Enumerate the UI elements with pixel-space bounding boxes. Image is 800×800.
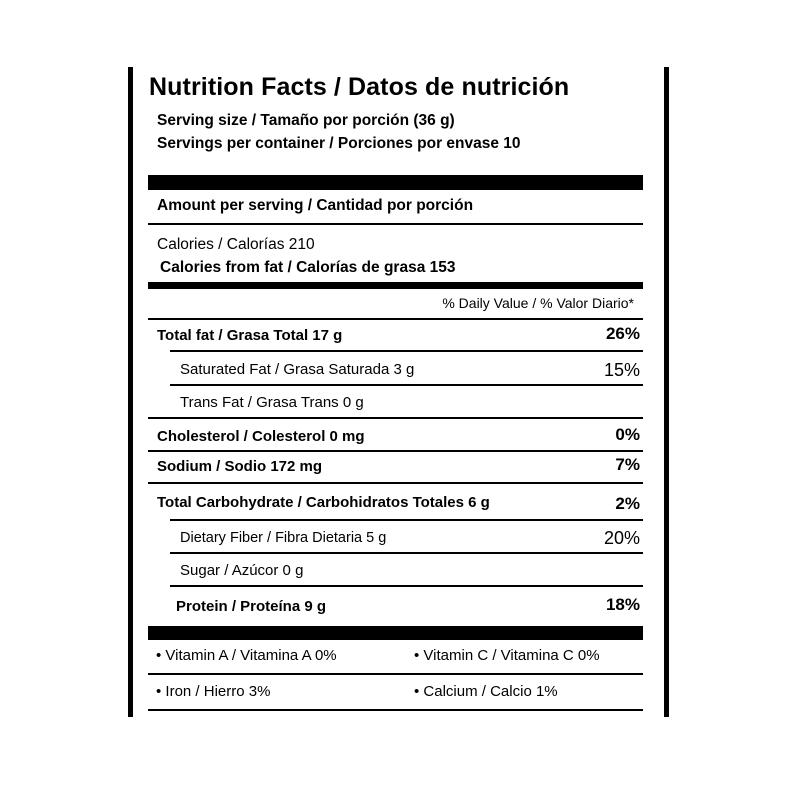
amount-per-serving: Amount per serving / Cantidad por porción bbox=[157, 197, 474, 214]
divider bbox=[148, 223, 643, 225]
divider bbox=[170, 585, 643, 587]
nutrient-dv: 26% bbox=[605, 324, 640, 343]
nutrient-dv: 7% bbox=[615, 455, 640, 474]
nutrient-dv: 15% bbox=[603, 360, 640, 380]
daily-value-header: % Daily Value / % Valor Diario* bbox=[442, 295, 634, 311]
nutrient-label: Saturated Fat / Grasa Saturada 3 g bbox=[180, 361, 415, 378]
servings-per-container: Servings per container / Porciones por envase 10 bbox=[157, 135, 521, 152]
nutrient-dv: 20% bbox=[603, 528, 640, 548]
nutrient-label: Sodium / Sodio 172 mg bbox=[157, 458, 323, 475]
nutrient-label: Total Carbohydrate / Carbohidratos Totales 6 g bbox=[157, 494, 490, 511]
divider bbox=[148, 450, 643, 452]
thick-divider-bottom bbox=[148, 626, 643, 640]
calories: Calories / Calorías 210 bbox=[157, 236, 315, 253]
label-title: Nutrition Facts / Datos de nutrición bbox=[149, 73, 570, 101]
thick-divider-top bbox=[148, 175, 643, 190]
nutrient-label: Cholesterol / Colesterol 0 mg bbox=[157, 428, 365, 445]
serving-size: Serving size / Tamaño por porción (36 g) bbox=[157, 112, 455, 129]
medium-divider bbox=[148, 282, 643, 289]
nutrient-dv: 18% bbox=[605, 595, 640, 614]
bottom-rule bbox=[148, 709, 643, 711]
nutrient-label: Protein / Proteína 9 g bbox=[176, 598, 327, 615]
nutrient-dv: 2% bbox=[615, 494, 640, 513]
label-left-border bbox=[128, 67, 133, 717]
divider bbox=[148, 417, 643, 419]
divider bbox=[148, 318, 643, 320]
divider bbox=[170, 384, 643, 386]
divider bbox=[148, 482, 643, 484]
iron: • Iron / Hierro 3% bbox=[156, 683, 271, 700]
divider bbox=[148, 673, 643, 675]
vitamin-a: • Vitamin A / Vitamina A 0% bbox=[156, 647, 337, 664]
label-right-border bbox=[664, 67, 669, 717]
nutrient-dv: 0% bbox=[615, 425, 640, 444]
vitamin-c: • Vitamin C / Vitamina C 0% bbox=[414, 647, 600, 664]
nutrient-label: Trans Fat / Grasa Trans 0 g bbox=[180, 394, 364, 411]
calcium: • Calcium / Calcio 1% bbox=[414, 683, 558, 700]
divider bbox=[170, 552, 643, 554]
nutrient-label: Total fat / Grasa Total 17 g bbox=[157, 327, 343, 344]
nutrient-label: Sugar / Azúcor 0 g bbox=[180, 562, 304, 579]
calories-from-fat: Calories from fat / Calorías de grasa 153 bbox=[160, 259, 456, 276]
nutrient-label: Dietary Fiber / Fibra Dietaria 5 g bbox=[180, 530, 387, 546]
divider bbox=[170, 350, 643, 352]
divider bbox=[170, 519, 643, 521]
